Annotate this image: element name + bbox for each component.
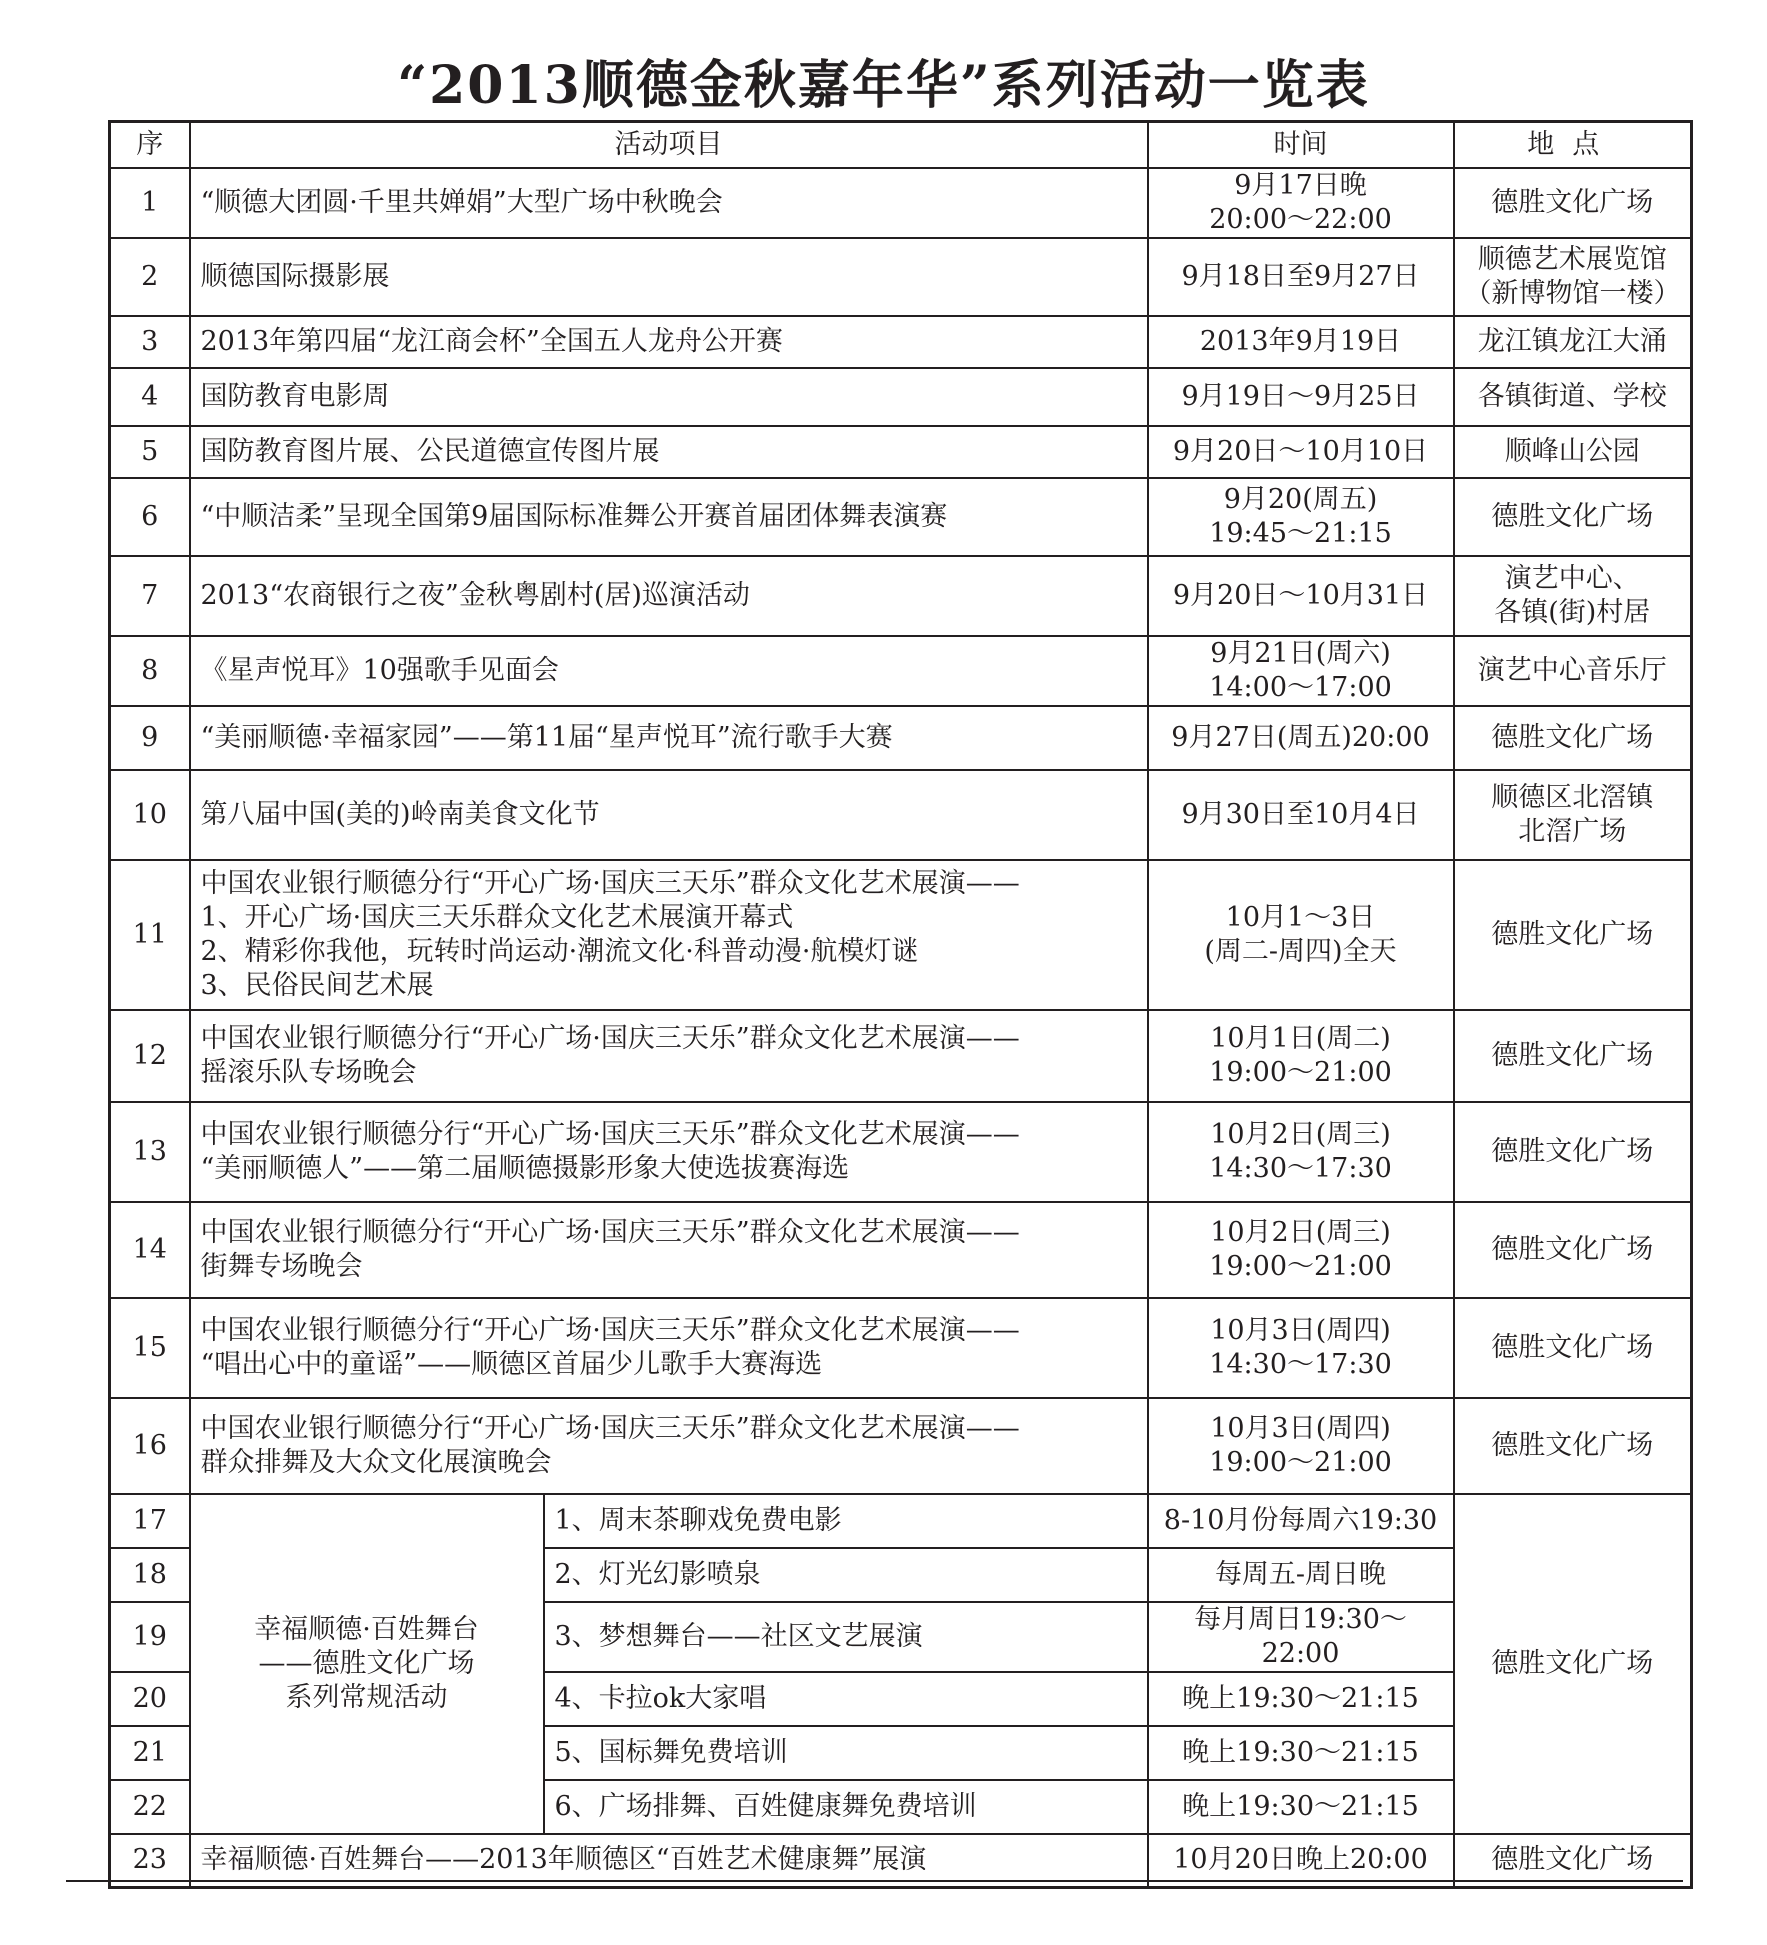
activity-cell: 5、国标舞免费培训 — [544, 1726, 1148, 1780]
place-text: 德胜文化广场 — [1491, 1429, 1654, 1461]
time-cell — [1148, 706, 1454, 770]
activity-text: 第八届中国(美的)岭南美食文化节 — [200, 798, 600, 830]
time-cell — [1148, 770, 1454, 860]
place-text: 德胜文化广场 — [1491, 1039, 1654, 1071]
table-row — [110, 1010, 1692, 1102]
activity-text: 街舞专场晚会 — [200, 1250, 363, 1282]
group-label: ——德胜文化广场 — [258, 1647, 475, 1679]
activity-cell: 2、灯光幻影喷泉 — [544, 1548, 1148, 1602]
activity-cell — [190, 1010, 1148, 1102]
place-text: 顺峰山公园 — [1504, 435, 1640, 467]
time-cell — [1148, 1202, 1454, 1298]
place-text: （新博物馆一楼） — [1464, 277, 1681, 309]
activity-text: 群众排舞及大众文化展演晚会 — [200, 1446, 552, 1478]
time-text: 9月20(周五) — [1223, 483, 1378, 515]
activity-cell — [190, 426, 1148, 478]
place-text: 各镇街道、学校 — [1477, 380, 1667, 412]
time-text: 14:00～17:00 — [1209, 671, 1392, 703]
table-row — [110, 1102, 1692, 1202]
place-cell — [1454, 706, 1692, 770]
activity-text: 中国农业银行顺德分行“开心广场·国庆三天乐”群众文化艺术展演—— — [200, 1216, 1020, 1248]
time-text: 10月1～3日 — [1225, 901, 1376, 933]
row-number: 9 — [110, 706, 190, 770]
time-cell — [1148, 426, 1454, 478]
place-cell — [1454, 1102, 1692, 1202]
row-number: 16 — [110, 1398, 190, 1494]
row-number: 21 — [110, 1726, 190, 1780]
row-number: 22 — [110, 1780, 190, 1834]
activity-cell — [190, 238, 1148, 316]
row-number: 6 — [110, 478, 190, 556]
table-row — [110, 1298, 1692, 1398]
activity-cell: 1、周末茶聊戏免费电影 — [544, 1494, 1148, 1548]
time-text: 10月1日(周二) — [1210, 1022, 1391, 1054]
place-text: 德胜文化广场 — [1491, 500, 1654, 532]
activity-cell: 6、广场排舞、百姓健康舞免费培训 — [544, 1780, 1148, 1834]
place-text: 德胜文化广场 — [1491, 1331, 1654, 1363]
activity-text: 1、开心广场·国庆三天乐群众文化艺术展演开幕式 — [200, 901, 794, 933]
row-number: 17 — [110, 1494, 190, 1548]
row-number: 15 — [110, 1298, 190, 1398]
activity-text: 顺德国际摄影展 — [200, 260, 390, 292]
row-number: 4 — [110, 368, 190, 426]
footer-rule — [66, 1880, 1683, 1882]
row-number: 19 — [110, 1602, 190, 1672]
place-cell — [1454, 1010, 1692, 1102]
place-cell — [1454, 478, 1692, 556]
row-number: 8 — [110, 636, 190, 706]
time-text: 9月30日至10月4日 — [1181, 798, 1420, 830]
group-label: 幸福顺德·百姓舞台 — [254, 1613, 479, 1645]
row-number: 18 — [110, 1548, 190, 1602]
activity-cell — [190, 1102, 1148, 1202]
time-text: 9月27日(周五)20:00 — [1171, 721, 1430, 753]
table-row — [110, 316, 1692, 368]
activity-text: 中国农业银行顺德分行“开心广场·国庆三天乐”群众文化艺术展演—— — [200, 1118, 1020, 1150]
place-cell — [1454, 426, 1692, 478]
place-cell — [1454, 1202, 1692, 1298]
time-cell: 晚上19:30～21:15 — [1148, 1672, 1454, 1726]
activity-cell: 4、卡拉ok大家唱 — [544, 1672, 1148, 1726]
place-cell — [1454, 636, 1692, 706]
activity-text: “美丽顺德·幸福家园”——第11届“星声悦耳”流行歌手大赛 — [200, 721, 893, 753]
table-row — [110, 706, 1692, 770]
table-row — [110, 168, 1692, 238]
activity-cell — [190, 316, 1148, 368]
activity-cell — [190, 636, 1148, 706]
time-text: 10月3日(周四) — [1210, 1314, 1391, 1346]
activity-table — [108, 120, 1693, 1889]
place-text: 演艺中心音乐厅 — [1477, 654, 1667, 686]
time-text: 9月18日至9月27日 — [1181, 260, 1420, 292]
activity-cell — [190, 770, 1148, 860]
time-text: 9月21日(周六) — [1210, 637, 1391, 669]
time-text: 19:00～21:00 — [1209, 1250, 1392, 1282]
row-number: 14 — [110, 1202, 190, 1298]
time-text: (周二-周四)全天 — [1204, 935, 1397, 967]
row-number: 3 — [110, 316, 190, 368]
place-cell — [1454, 1298, 1692, 1398]
time-text: 19:45～21:15 — [1209, 517, 1392, 549]
row-number: 5 — [110, 426, 190, 478]
place-cell: 德胜文化广场 — [1454, 1834, 1692, 1888]
activity-cell — [190, 706, 1148, 770]
activity-cell — [190, 478, 1148, 556]
table-row — [110, 478, 1692, 556]
time-text: 14:30～17:30 — [1209, 1152, 1392, 1184]
table-row — [110, 368, 1692, 426]
table-row — [110, 426, 1692, 478]
place-text: 德胜文化广场 — [1491, 186, 1654, 218]
place-cell — [1454, 368, 1692, 426]
activity-text: 中国农业银行顺德分行“开心广场·国庆三天乐”群众文化艺术展演—— — [200, 1412, 1020, 1444]
place-text: 德胜文化广场 — [1491, 1135, 1654, 1167]
time-cell: 8-10月份每周六19:30 — [1148, 1494, 1454, 1548]
activity-text: “中顺洁柔”呈现全国第9届国际标准舞公开赛首届团体舞表演赛 — [200, 500, 948, 532]
row-number: 1 — [110, 168, 190, 238]
activity-cell — [190, 1298, 1148, 1398]
activity-text: 中国农业银行顺德分行“开心广场·国庆三天乐”群众文化艺术展演—— — [200, 1022, 1020, 1054]
group-label: 系列常规活动 — [285, 1681, 448, 1713]
activity-text: 3、民俗民间艺术展 — [200, 969, 434, 1001]
time-text: 10月2日(周三) — [1210, 1118, 1391, 1150]
place-text: 各镇(街)村居 — [1494, 596, 1651, 628]
time-cell: 每周五-周日晚 — [1148, 1548, 1454, 1602]
time-text: 10月2日(周三) — [1210, 1216, 1391, 1248]
table-row — [110, 238, 1692, 316]
table-row — [110, 556, 1692, 636]
row-number: 2 — [110, 238, 190, 316]
time-cell — [1148, 1398, 1454, 1494]
activity-cell — [190, 368, 1148, 426]
time-cell — [1148, 636, 1454, 706]
place-text: 龙江镇龙江大涌 — [1477, 325, 1667, 357]
activity-cell: 幸福顺德·百姓舞台——2013年顺德区“百姓艺术健康舞”展演 — [190, 1834, 1148, 1888]
activity-text: 2013“农商银行之夜”金秋粤剧村(居)巡演活动 — [200, 579, 750, 611]
header-activity: 活动项目 — [190, 122, 1148, 168]
activity-text: 《星声悦耳》10强歌手见面会 — [200, 654, 559, 686]
row-number: 13 — [110, 1102, 190, 1202]
activity-text: “唱出心中的童谣”——顺德区首届少儿歌手大赛海选 — [200, 1348, 823, 1380]
header-time: 时间 — [1148, 122, 1454, 168]
page-title: “2013顺德金秋嘉年华”系列活动一览表 — [397, 55, 1370, 116]
activity-text: 国防教育图片展、公民道德宣传图片展 — [200, 435, 660, 467]
time-text: 9月20日～10月31日 — [1172, 579, 1429, 611]
time-cell: 每月周日19:30～22:00 — [1148, 1602, 1454, 1672]
activity-cell — [190, 1202, 1148, 1298]
activity-cell — [190, 860, 1148, 1010]
group-label-cell — [190, 1494, 544, 1834]
time-cell — [1148, 168, 1454, 238]
place-text: 演艺中心、 — [1504, 562, 1640, 594]
place-cell — [1454, 238, 1692, 316]
activity-text: 国防教育电影周 — [200, 380, 390, 412]
place-cell — [1454, 556, 1692, 636]
activity-text: 中国农业银行顺德分行“开心广场·国庆三天乐”群众文化艺术展演—— — [200, 867, 1020, 899]
time-cell — [1148, 860, 1454, 1010]
place-text: 德胜文化广场 — [1491, 1233, 1654, 1265]
activity-cell — [190, 168, 1148, 238]
time-cell — [1148, 556, 1454, 636]
activity-cell — [190, 1398, 1148, 1494]
table-header-row — [110, 122, 1692, 168]
activity-text: “顺德大团圆·千里共婵娟”大型广场中秋晚会 — [200, 186, 723, 218]
row-number: 12 — [110, 1010, 190, 1102]
place-text: 顺德艺术展览馆 — [1477, 243, 1667, 275]
activity-text: 中国农业银行顺德分行“开心广场·国庆三天乐”群众文化艺术展演—— — [200, 1314, 1020, 1346]
place-cell — [1454, 316, 1692, 368]
time-text: 19:00～21:00 — [1209, 1446, 1392, 1478]
time-cell: 晚上19:30～21:15 — [1148, 1780, 1454, 1834]
activity-text: 摇滚乐队专场晚会 — [200, 1056, 417, 1088]
place-cell — [1454, 1398, 1692, 1494]
place-text: 北滘广场 — [1518, 815, 1627, 847]
place-cell: 德胜文化广场 — [1454, 1494, 1692, 1834]
place-text: 德胜文化广场 — [1491, 918, 1654, 950]
time-text: 19:00～21:00 — [1209, 1056, 1392, 1088]
table-row — [110, 770, 1692, 860]
row-number: 20 — [110, 1672, 190, 1726]
time-cell: 晚上19:30～21:15 — [1148, 1726, 1454, 1780]
row-number: 7 — [110, 556, 190, 636]
table-row — [110, 636, 1692, 706]
time-text: 20:00～22:00 — [1209, 203, 1392, 235]
time-cell — [1148, 1010, 1454, 1102]
time-cell: 10月20日晚上20:00 — [1148, 1834, 1454, 1888]
activity-text: 2、精彩你我他，玩转时尚运动·潮流文化·科普动漫·航模灯谜 — [200, 935, 919, 967]
place-cell — [1454, 770, 1692, 860]
time-text: 10月3日(周四) — [1210, 1412, 1391, 1444]
place-cell — [1454, 860, 1692, 1010]
time-text: 14:30～17:30 — [1209, 1348, 1392, 1380]
activity-cell: 3、梦想舞台——社区文艺展演 — [544, 1602, 1148, 1672]
row-number: 10 — [110, 770, 190, 860]
time-text: 9月19日～9月25日 — [1181, 380, 1420, 412]
activity-text: “美丽顺德人”——第二届顺德摄影形象大使选拔赛海选 — [200, 1152, 850, 1184]
time-cell — [1148, 478, 1454, 556]
row-number: 11 — [110, 860, 190, 1010]
time-cell — [1148, 238, 1454, 316]
time-text: 2013年9月19日 — [1199, 325, 1402, 357]
time-text: 9月20日～10月10日 — [1172, 435, 1429, 467]
header-num: 序 — [110, 122, 190, 168]
place-text: 顺德区北滘镇 — [1491, 781, 1654, 813]
table-row — [110, 1494, 1692, 1548]
table-row — [110, 860, 1692, 1010]
table-row — [110, 1202, 1692, 1298]
time-text: 9月17日晚 — [1234, 169, 1367, 201]
time-cell — [1148, 1102, 1454, 1202]
table-row — [110, 1398, 1692, 1494]
time-cell — [1148, 316, 1454, 368]
activity-text: 2013年第四届“龙江商会杯”全国五人龙舟公开赛 — [200, 325, 783, 357]
time-cell — [1148, 1298, 1454, 1398]
place-text: 德胜文化广场 — [1491, 721, 1654, 753]
row-number: 23 — [110, 1834, 190, 1888]
activity-cell — [190, 556, 1148, 636]
time-cell — [1148, 368, 1454, 426]
place-cell — [1454, 168, 1692, 238]
header-place: 地点 — [1454, 122, 1692, 168]
